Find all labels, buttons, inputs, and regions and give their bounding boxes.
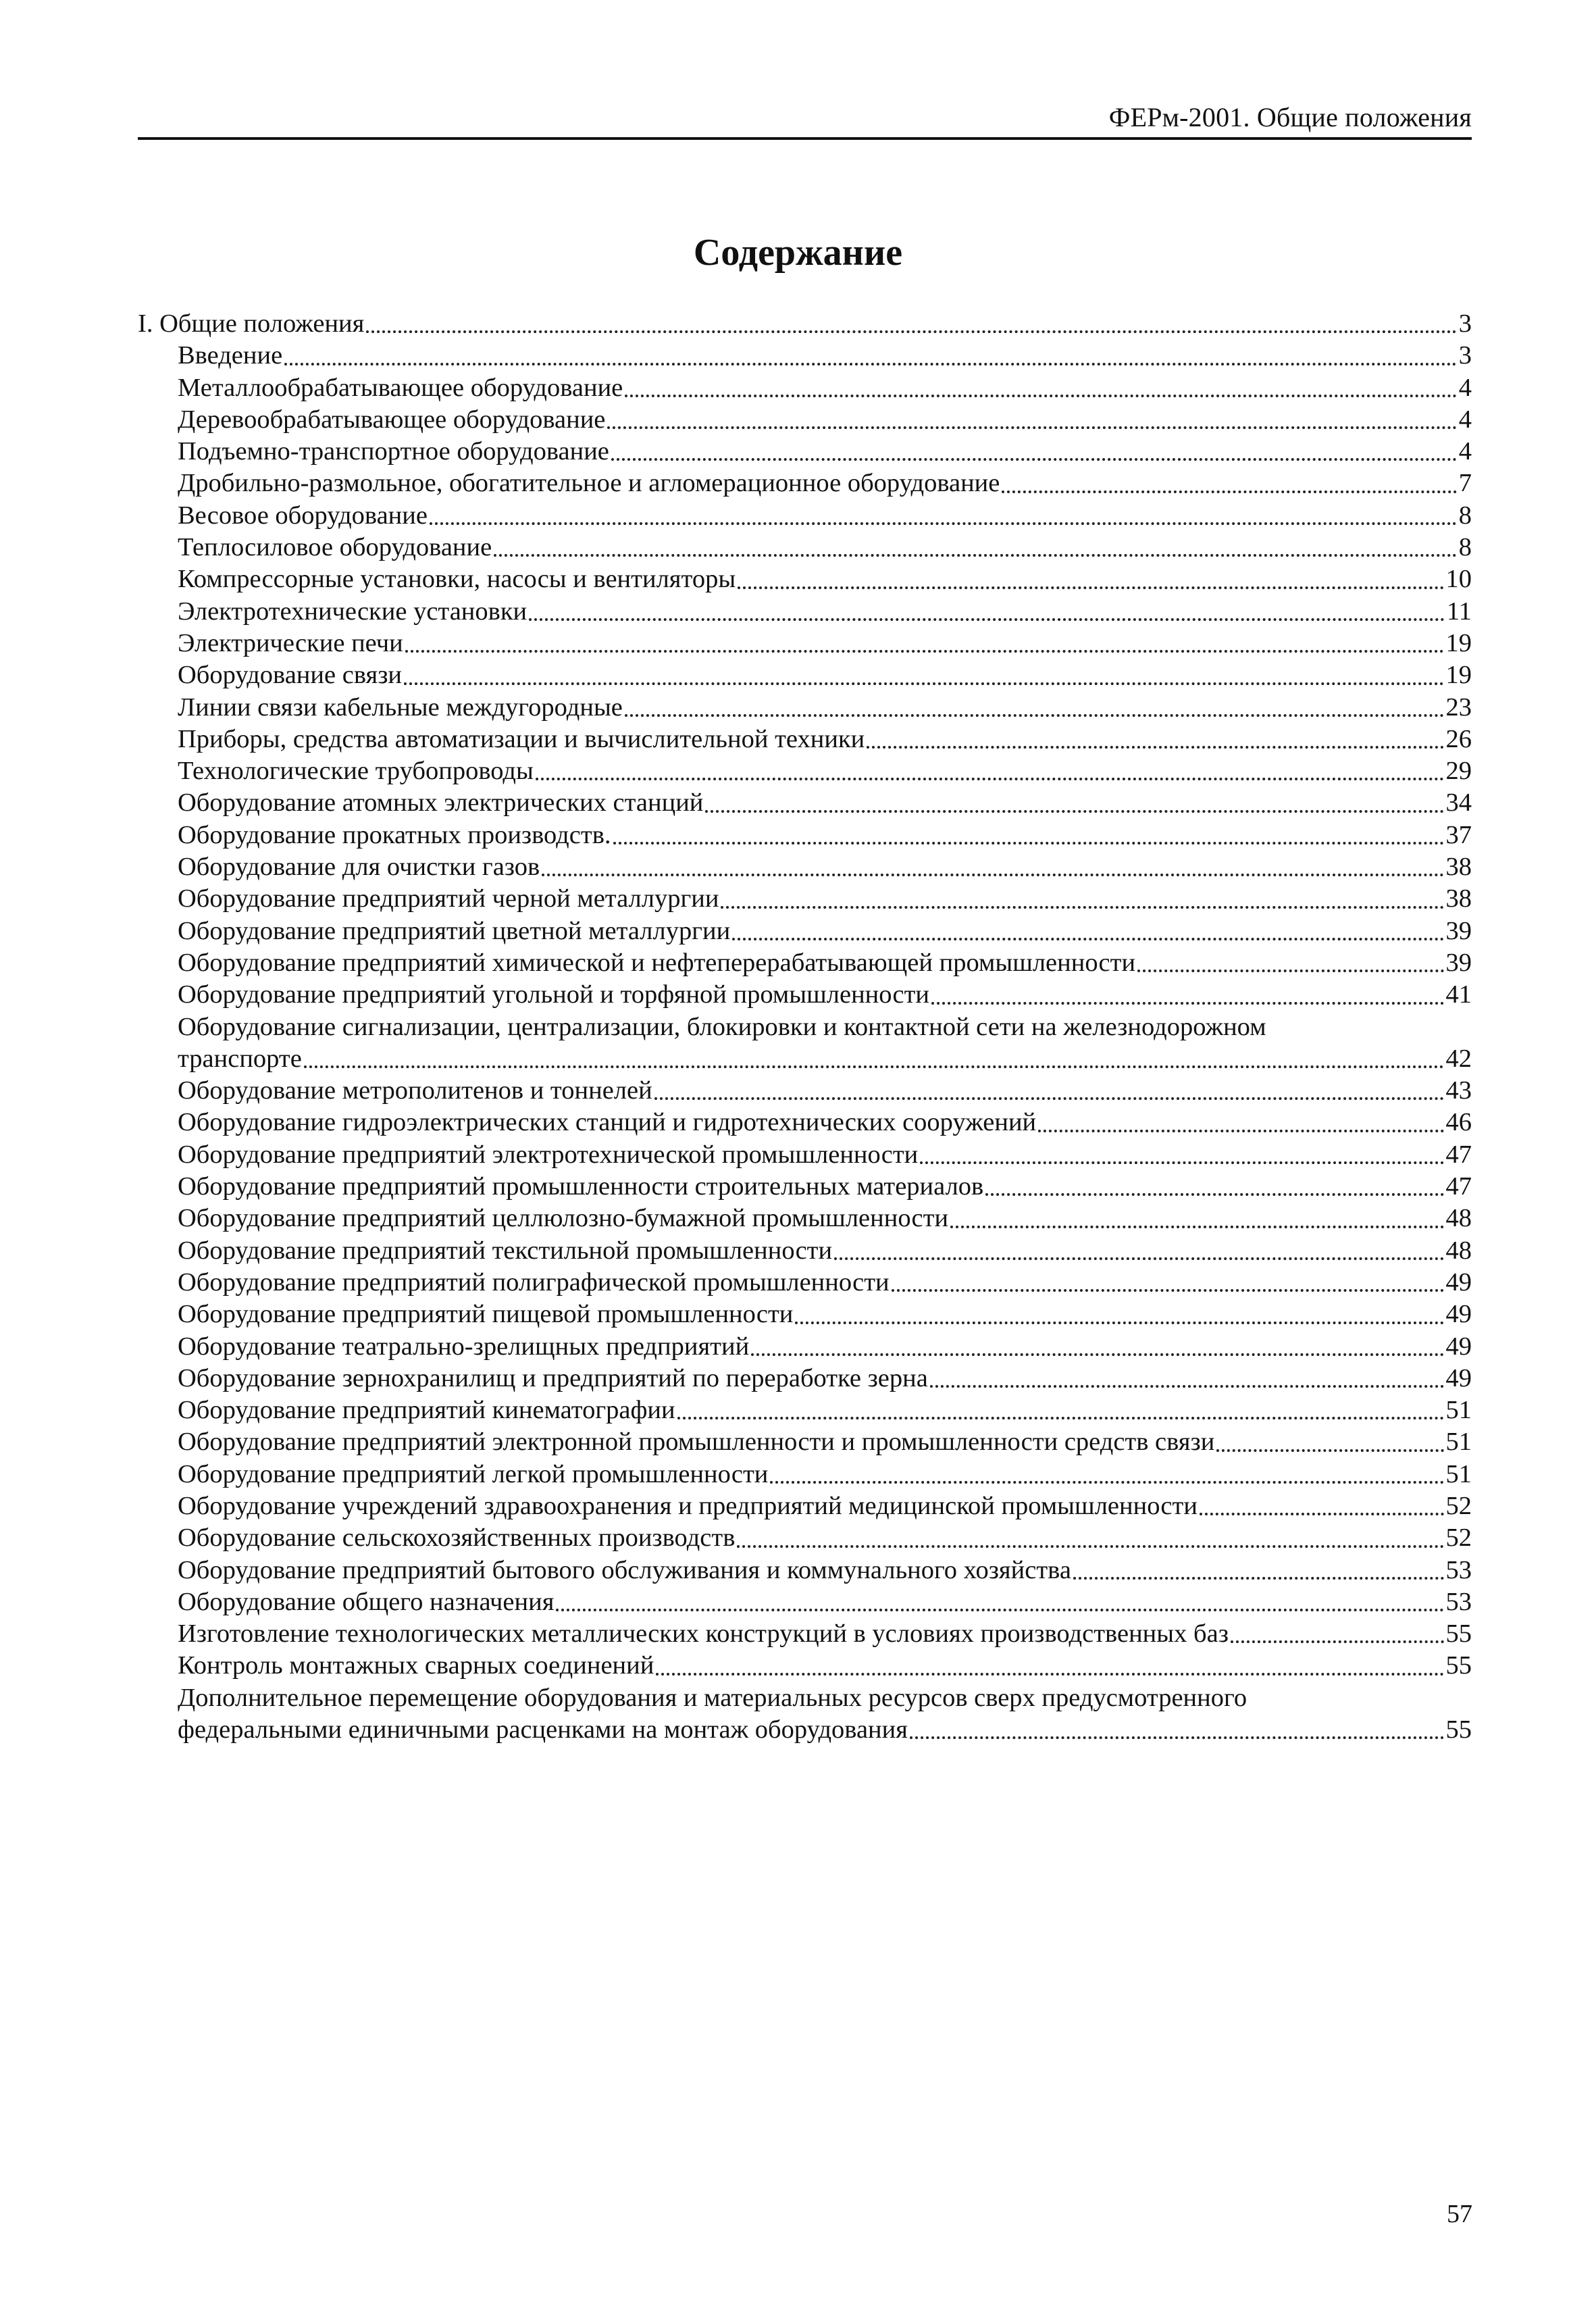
toc-entry-title: Оборудование предприятий промышленности строительных материалов <box>178 1172 984 1201</box>
toc-entry-page: 4 <box>1458 405 1472 434</box>
toc-entry-title: I. Общие положения <box>138 309 365 338</box>
toc-entry-page: 3 <box>1458 341 1472 370</box>
toc-entry-title: Дополнительное перемещение оборудования и материальных ресурсов сверх предусмотренного <box>178 1683 1247 1712</box>
toc-entry-page: 46 <box>1445 1108 1472 1137</box>
toc-dot-leader <box>892 1289 1444 1292</box>
toc-entry-page: 49 <box>1445 1363 1472 1392</box>
table-of-contents <box>138 308 1472 1746</box>
toc-entry <box>138 1490 1472 1522</box>
toc-entry-page: 47 <box>1445 1172 1472 1201</box>
toc-entry-page: 10 <box>1445 565 1472 594</box>
toc-entry <box>138 468 1472 499</box>
toc-entry <box>138 628 1472 659</box>
toc-entry-title: Оборудование метрополитенов и тоннелей <box>178 1076 652 1105</box>
toc-entry <box>138 1139 1472 1171</box>
toc-entry-page: 43 <box>1445 1076 1472 1105</box>
toc-entry <box>138 1555 1472 1586</box>
toc-entry <box>138 372 1472 404</box>
toc-entry-title: Оборудование предприятий кинематографии <box>178 1396 675 1425</box>
toc-dot-leader <box>1002 491 1456 493</box>
toc-entry <box>138 1426 1472 1458</box>
toc-dot-leader <box>494 554 1457 557</box>
toc-dot-leader <box>770 1481 1443 1484</box>
toc-dot-leader <box>705 810 1443 813</box>
toc-dot-leader <box>1216 1449 1443 1452</box>
toc-entry-title: Металлообрабатывающее оборудование <box>178 373 623 402</box>
toc-entry-title: Оборудование предприятий легкой промышленности <box>178 1459 769 1488</box>
toc-entry-page: 49 <box>1445 1332 1472 1361</box>
toc-dot-leader <box>304 1065 1444 1068</box>
toc-entry <box>138 1299 1472 1330</box>
toc-entry-title: Оборудование гидроэлектрических станций и гидротехнических сооружений <box>178 1108 1037 1137</box>
toc-entry-page: 39 <box>1445 948 1472 977</box>
toc-entry-title: Оборудование прокатных производств. <box>178 820 611 849</box>
toc-dot-leader <box>950 1226 1443 1228</box>
toc-entry <box>138 1363 1472 1394</box>
toc-entry-page: 55 <box>1445 1651 1472 1680</box>
toc-entry-title: Оборудование предприятий полиграфической промышленности <box>178 1267 890 1297</box>
toc-entry-page: 38 <box>1445 853 1472 882</box>
toc-entry <box>138 820 1472 851</box>
toc-entry-title: Оборудование предприятий угольной и торфяной промышленности <box>178 980 930 1009</box>
toc-entry <box>138 1586 1472 1618</box>
toc-entry-page: 37 <box>1445 820 1472 849</box>
toc-entry-title: Оборудование предприятий текстильной промышленности <box>178 1236 833 1265</box>
toc-entry <box>138 787 1472 819</box>
toc-entry-page: 55 <box>1445 1715 1472 1744</box>
toc-entry-title: Введение <box>178 341 283 370</box>
toc-entry-page: 4 <box>1458 437 1472 466</box>
toc-entry <box>138 1618 1472 1650</box>
toc-entry-page: 51 <box>1445 1428 1472 1457</box>
toc-dot-leader <box>985 1193 1443 1196</box>
toc-entry <box>138 404 1472 436</box>
toc-dot-leader <box>366 330 1456 333</box>
toc-dot-leader <box>1231 1640 1444 1643</box>
toc-dot-leader <box>284 363 1457 366</box>
toc-entry-page: 48 <box>1445 1204 1472 1233</box>
toc-entry-title: Оборудование предприятий электронной промышленности и промышленности средств связи <box>178 1428 1215 1457</box>
toc-entry-title: Оборудование предприятий пищевой промышленности <box>178 1300 794 1329</box>
toc-entry-title: Оборудование предприятий электротехнической промышленности <box>178 1140 919 1169</box>
toc-entry <box>138 659 1472 691</box>
toc-dot-leader <box>910 1736 1444 1739</box>
toc-entry <box>138 851 1472 883</box>
toc-entry-title: Оборудование для очистки газов <box>178 853 540 882</box>
toc-entry-title: Приборы, средства автоматизации и вычислительной техники <box>178 724 865 753</box>
toc-entry-title: Контроль монтажных сварных соединений <box>178 1651 654 1680</box>
running-header-title: ФЕРм-2001. Общие положения <box>1108 102 1472 132</box>
toc-dot-leader <box>542 874 1443 876</box>
toc-entry <box>138 979 1472 1011</box>
toc-entry-page: 49 <box>1445 1267 1472 1297</box>
toc-entry-title: Оборудование предприятий целлюлозно-бумажной промышленности <box>178 1204 949 1233</box>
toc-entry-page: 51 <box>1445 1459 1472 1488</box>
toc-dot-leader <box>930 1385 1444 1388</box>
toc-dot-leader <box>721 906 1443 909</box>
toc-entry-page: 55 <box>1445 1619 1472 1649</box>
toc-entry <box>138 532 1472 563</box>
toc-entry <box>138 1203 1472 1234</box>
toc-title: Содержание <box>693 232 903 274</box>
toc-entry <box>138 596 1472 628</box>
toc-entry-title: Изготовление технологических металлических конструкций в условиях производственных баз <box>178 1619 1229 1649</box>
toc-entry-page: 23 <box>1445 693 1472 722</box>
toc-entry <box>138 1331 1472 1363</box>
toc-entry-page: 4 <box>1458 373 1472 402</box>
toc-dot-leader <box>732 938 1443 940</box>
toc-entry-page: 49 <box>1445 1300 1472 1329</box>
toc-dot-leader <box>1038 1130 1443 1132</box>
toc-dot-leader <box>625 395 1456 397</box>
toc-entry-title: Весовое оборудование <box>178 501 428 530</box>
toc-entry <box>138 1522 1472 1554</box>
toc-entry-page: 29 <box>1445 757 1472 786</box>
toc-entry-title: Компрессорные установки, насосы и вентиляторы <box>178 565 736 594</box>
toc-dot-leader <box>430 522 1457 525</box>
toc-dot-leader <box>536 778 1444 780</box>
toc-entry-title: Оборудование атомных электрических станций <box>178 788 704 818</box>
toc-entry-title: Дробильно-размольное, обогатительное и агломерационное оборудование <box>178 469 1000 498</box>
toc-entry-page: 42 <box>1445 1044 1472 1073</box>
toc-entry-title: транспорте <box>178 1044 302 1073</box>
toc-dot-leader <box>613 842 1444 845</box>
toc-entry <box>138 500 1472 532</box>
toc-dot-leader <box>920 1161 1443 1164</box>
toc-entry-title: Оборудование учреждений здравоохранения и предприятий медицинской промышленности <box>178 1491 1198 1520</box>
toc-entry-page: 19 <box>1445 661 1472 690</box>
toc-dot-leader <box>529 618 1445 621</box>
toc-entry-title: Технологические трубопроводы <box>178 757 534 786</box>
toc-entry-page: 38 <box>1445 884 1472 913</box>
toc-entry-page: 53 <box>1445 1587 1472 1616</box>
toc-dot-leader <box>556 1609 1443 1611</box>
page-number: 57 <box>1447 2200 1472 2228</box>
toc-entry-page: 7 <box>1458 469 1472 498</box>
toc-entry-page: 8 <box>1458 533 1472 562</box>
toc-entry <box>138 1714 1472 1746</box>
toc-entry <box>138 436 1472 468</box>
toc-dot-leader <box>867 746 1443 749</box>
toc-entry <box>138 563 1472 595</box>
toc-entry-page: 11 <box>1446 597 1472 626</box>
toc-dot-leader <box>607 426 1456 429</box>
toc-entry-title: Оборудование предприятий бытового обслуживания и коммунального хозяйства <box>178 1555 1071 1584</box>
toc-entry <box>138 883 1472 915</box>
toc-entry-page: 51 <box>1445 1396 1472 1425</box>
toc-entry <box>138 1171 1472 1203</box>
toc-entry-title: Оборудование связи <box>178 661 403 690</box>
toc-entry <box>138 1107 1472 1138</box>
toc-entry <box>138 1459 1472 1490</box>
toc-entry-title: Электрические печи <box>178 628 403 657</box>
toc-dot-leader <box>625 714 1444 717</box>
toc-entry-page: 52 <box>1445 1524 1472 1553</box>
toc-dot-leader <box>738 586 1443 589</box>
toc-dot-leader <box>795 1322 1443 1324</box>
toc-entry-title: Линии связи кабельные междугородные <box>178 693 623 722</box>
toc-entry <box>138 1650 1472 1682</box>
toc-entry-title: Теплосиловое оборудование <box>178 533 492 562</box>
toc-entry <box>138 692 1472 724</box>
toc-entry-page: 41 <box>1445 980 1472 1009</box>
header-rule <box>138 137 1472 140</box>
toc-entry <box>138 1235 1472 1267</box>
toc-entry-page: 53 <box>1445 1555 1472 1584</box>
toc-dot-leader <box>404 682 1443 685</box>
toc-entry-page: 34 <box>1445 788 1472 818</box>
toc-entry <box>138 340 1472 372</box>
toc-entry-title: Оборудование сигнализации, централизации, блокировки и контактной сети на железнодорожном <box>178 1012 1266 1041</box>
toc-entry <box>138 1394 1472 1426</box>
toc-dot-leader <box>611 458 1457 461</box>
toc-dot-leader <box>677 1417 1444 1419</box>
toc-entry-title: Оборудование театрально-зрелищных предприятий <box>178 1332 750 1361</box>
toc-dot-leader <box>834 1257 1443 1260</box>
toc-dot-leader <box>405 650 1444 653</box>
toc-entry <box>138 915 1472 947</box>
toc-entry <box>138 1011 1472 1043</box>
toc-entry-title: Электротехнические установки <box>178 597 527 626</box>
toc-dot-leader <box>656 1673 1443 1676</box>
toc-entry <box>138 947 1472 979</box>
toc-entry-title: Оборудование сельскохозяйственных производств <box>178 1524 736 1553</box>
toc-entry-title: Оборудование предприятий цветной металлургии <box>178 916 731 945</box>
toc-dot-leader <box>751 1353 1443 1356</box>
toc-entry-title: федеральными единичными расценками на монтаж оборудования <box>178 1715 908 1744</box>
toc-entry-title: Подъемно-транспортное оборудование <box>178 437 609 466</box>
toc-entry-title: Оборудование общего назначения <box>178 1587 555 1616</box>
toc-entry-page: 52 <box>1445 1491 1472 1520</box>
toc-dot-leader <box>931 1002 1443 1005</box>
toc-entry <box>138 755 1472 787</box>
toc-dot-leader <box>1137 970 1443 972</box>
toc-entry <box>138 1682 1472 1714</box>
toc-entry-page: 47 <box>1445 1140 1472 1169</box>
toc-entry-title: Оборудование предприятий черной металлургии <box>178 884 719 913</box>
toc-entry-page: 8 <box>1458 501 1472 530</box>
toc-entry-page: 48 <box>1445 1236 1472 1265</box>
toc-entry-title: Оборудование предприятий химической и нефтеперерабатывающей промышленности <box>178 948 1136 977</box>
toc-entry <box>138 1075 1472 1107</box>
toc-entry <box>138 308 1472 340</box>
toc-entry-title: Оборудование зернохранилищ и предприятий по переработке зерна <box>178 1363 928 1392</box>
toc-entry-page: 39 <box>1445 916 1472 945</box>
toc-dot-leader <box>737 1545 1443 1548</box>
toc-entry <box>138 724 1472 755</box>
toc-dot-leader <box>1073 1577 1444 1580</box>
toc-entry-page: 3 <box>1458 309 1472 338</box>
toc-entry <box>138 1267 1472 1299</box>
toc-dot-leader <box>654 1097 1444 1100</box>
toc-entry-page: 26 <box>1445 724 1472 753</box>
toc-entry-page: 19 <box>1445 628 1472 657</box>
toc-dot-leader <box>1200 1513 1444 1515</box>
toc-entry-title: Деревообрабатывающее оборудование <box>178 405 606 434</box>
toc-entry <box>138 1043 1472 1075</box>
